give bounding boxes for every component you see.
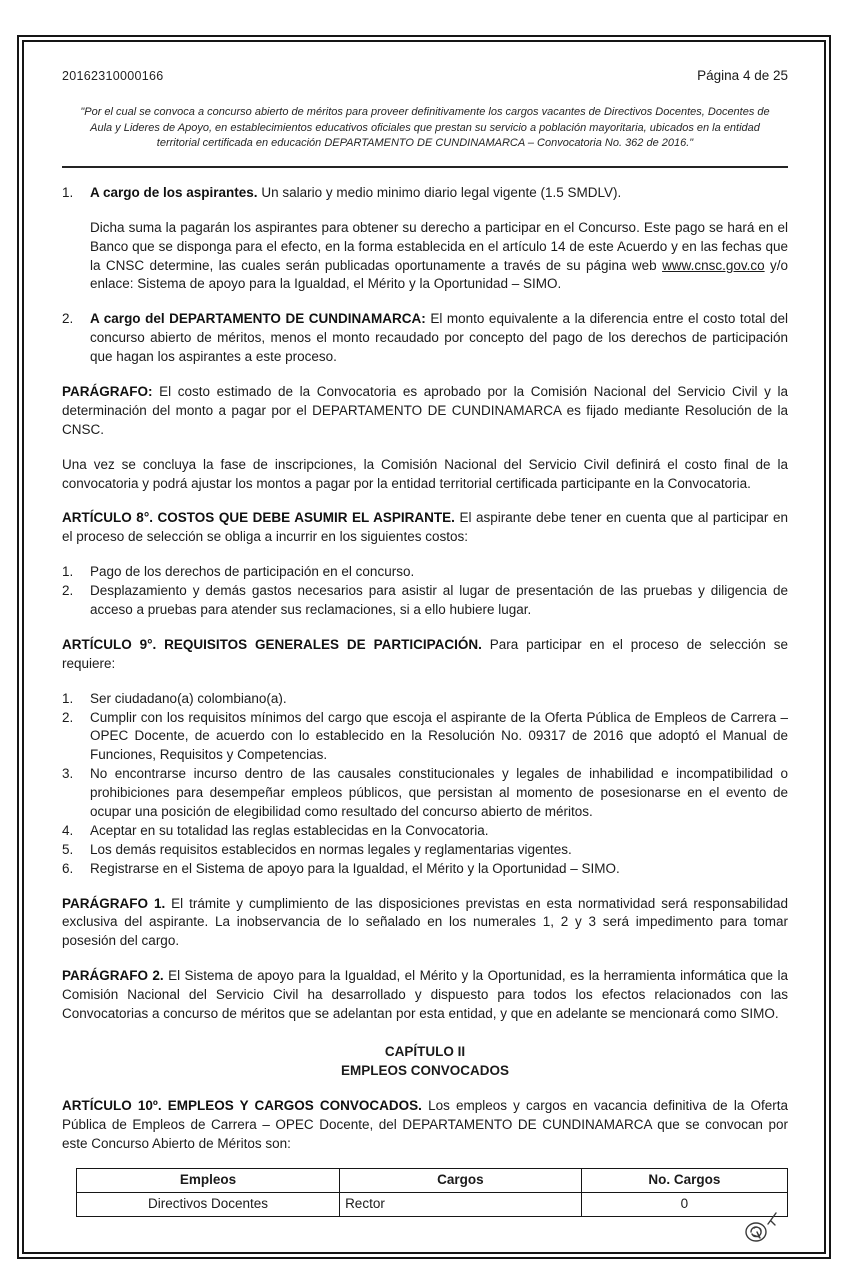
item-number: 2.: [62, 709, 74, 725]
item-number: 2.: [62, 583, 74, 599]
item-number: 6.: [62, 860, 74, 876]
paragrafo-1-text: El trámite y cumplimiento de las disposiciones previstas en esta normatividad será responsabilidad exclusiva del aspirante. La inobservancia de lo señalado en los numerales 1, 2 y 3 será impedimento para tomar posesión del cargo.: [62, 895, 788, 949]
articulo-9-text: Para participar en el proceso de selección se requiere:: [62, 636, 789, 671]
column-header-cargos: Cargos: [340, 1168, 582, 1192]
convocatoria-quote: "Por el cual se convoca a concurso abierto de méritos para proveer definitivamente los cargos vacantes de Directivos Docentes, Docentes de Aula y Lideres de Apoyo, en establecimientos educativos oficiales que prestan su servicio a población mayoritaria, ubicados en la entidad territorial certificada en educación DEPARTAMENTO DE CUNDINAMARCA – Convocatoria No. 362 de 2016.": [80, 106, 770, 150]
item-lead: A cargo de los aspirantes.: [90, 184, 258, 200]
item-number: 3.: [62, 766, 74, 782]
scanned-page-frame: [22, 40, 826, 1254]
articulo-8-text: El aspirante debe tener en cuenta que al participar en el proceso de selección se obliga a incurrir en los siguientes costos:: [62, 510, 788, 545]
paragraph-text-before: Dicha suma la pagarán los aspirantes para obtener su derecho a participar en el Concurso. Este pago se hará en el Banco que se disponga para el efecto, en la forma establecida en el artículo 14 de este Acuerdo y en las fechas que la CNSC determine, las cuales serán publicadas oportunamente a través de su página web: [90, 219, 788, 273]
list-item: [62, 860, 788, 879]
item-text: Los demás requisitos establecidos en normas legales y reglamentarias vigentes.: [90, 841, 572, 857]
table-row: [77, 1192, 788, 1216]
list-item: [62, 690, 788, 709]
numbered-item-departamento: [62, 310, 788, 367]
item-number: 1.: [62, 184, 74, 200]
item-text: [90, 184, 788, 203]
cnsc-url-text: www.cnsc.gov.co: [662, 257, 765, 273]
list-item: [62, 822, 788, 841]
item-number: 4.: [62, 822, 74, 838]
item-text: Cumplir con los requisitos mínimos del cargo que escoja el aspirante de la Oferta Pública de Empleos de Carrera – OPEC Docente, de acuerdo con lo establecido en la Resolución No. 09317 de 2016 que adoptó el Manual de Funciones, Requisitos y Competencias.: [90, 709, 788, 763]
chapter-title: EMPLEOS CONVOCADOS: [340, 1063, 510, 1079]
item-text: Pago de los derechos de participación en el concurso.: [90, 564, 415, 580]
cell-no-cargos: 0: [581, 1192, 787, 1216]
articulo-8-heading-paragraph: [62, 509, 788, 547]
chapter-heading: [62, 1042, 788, 1081]
paragraph-text-after: y/o enlace: Sistema de apoyo para la Igualdad, el Mérito y la Oportunidad – SIMO.: [90, 257, 788, 292]
paragraph-una-vez: Una vez se concluya la fase de inscripciones, la Comisión Nacional del Servicio Civil definirá el costo final de la convocatoria y podrá ajustar los montos a pagar por la entidad territorial certificada participante en la Convocatoria.: [62, 456, 788, 491]
item-body: El monto equivalente a la diferencia entre el costo total del concurso abierto de méritos, menos el monto recaudado por concepto del pago de los derechos de participación que hagan los aspirantes a este proceso.: [90, 311, 788, 365]
item-number: 2.: [62, 311, 74, 327]
item-number: 1.: [62, 690, 74, 706]
item-lead: A cargo del DEPARTAMENTO DE CUNDINAMARCA:: [90, 311, 426, 327]
item-text: Desplazamiento y demás gastos necesarios para asistir al lugar de presentación de las pruebas y diligencia de acceso a pruebas para atender sus reclamaciones, si a ello hubiere lugar.: [90, 583, 788, 617]
item-text: Aceptar en su totalidad las reglas establecidas en la Convocatoria.: [90, 822, 489, 838]
page-number-label: Página 4 de 25: [697, 68, 788, 83]
table-header-row: [77, 1168, 788, 1192]
page-content: [62, 42, 788, 1252]
articulo-10-text: Los empleos y cargos en vacancia definitiva de la Oferta Pública de Empleos de Carrera – OPEC Docente, del DEPARTAMENTO DE CUNDINAMARCA que se convocan por este Concurso Abierto de Méritos son:: [62, 1098, 788, 1151]
stamp-scribble-icon: [738, 1208, 782, 1248]
paragrafo-2-text: El Sistema de apoyo para la Igualdad, el Mérito y la Oportunidad, es la herramienta informática que la Comisión Nacional del Servicio Civil ha desarrollado y dispuesto para todos los efectos relacionados con las Convocatorias a concurso de méritos que se adelantan por esta entidad, y que en adelante se mencionará como SIMO.: [62, 968, 788, 1021]
header-separator-line: [62, 166, 788, 168]
item-text: Ser ciudadano(a) colombiano(a).: [90, 690, 287, 706]
item-text: [90, 310, 788, 367]
chapter-number: CAPÍTULO II: [384, 1043, 466, 1059]
paragrafo-1-lead: PARÁGRAFO 1.: [62, 895, 166, 911]
list-item: [62, 563, 788, 582]
articulo-8-lead: ARTÍCULO 8°. COSTOS QUE DEBE ASUMIR EL ASPIRANTE.: [62, 510, 455, 526]
articulo-8-list: [62, 563, 788, 620]
numbered-item-aspirantes: [62, 184, 788, 203]
paragrafo-lead: PARÁGRAFO:: [62, 383, 153, 399]
paragrafo-text: El costo estimado de la Convocatoria es aprobado por la Comisión Nacional del Servicio Civil y la determinación del monto a pagar por el DEPARTAMENTO DE CUNDINAMARCA es fijado mediante Resolución de la CNSC.: [62, 383, 788, 437]
item-number: 1.: [62, 564, 74, 580]
column-header-empleos: Empleos: [77, 1168, 340, 1192]
list-item: [62, 709, 788, 766]
item-text: Registrarse en el Sistema de apoyo para la Igualdad, el Mérito y la Oportunidad – SIMO.: [90, 860, 620, 876]
document-body: [62, 184, 788, 1217]
item-number: 5.: [62, 841, 74, 857]
paragrafo-2-lead: PARÁGRAFO 2.: [62, 968, 164, 984]
articulo-9-heading-paragraph: [62, 636, 788, 674]
paragraph-paragrafo-2: [62, 967, 788, 1024]
empleos-convocados-table: [76, 1168, 788, 1217]
list-item: [62, 841, 788, 860]
cell-empleos: Directivos Docentes: [77, 1192, 340, 1216]
paragraph-paragrafo-1: [62, 895, 788, 952]
articulo-10-lead: ARTÍCULO 10º. EMPLEOS Y CARGOS CONVOCADOS.: [62, 1098, 422, 1114]
document-header: [62, 68, 788, 83]
document-number: 20162310000166: [62, 69, 164, 83]
articulo-9-lead: ARTÍCULO 9°. REQUISITOS GENERALES DE PARTICIPACIÓN.: [62, 636, 482, 652]
list-item: [62, 582, 788, 620]
paragraph-dicha-suma: [90, 219, 788, 295]
item-body: Un salario y medio minimo diario legal vigente (1.5 SMDLV).: [261, 184, 622, 200]
column-header-no-cargos: No. Cargos: [581, 1168, 787, 1192]
list-item: [62, 765, 788, 822]
item-text: No encontrarse incurso dentro de las causales constitucionales y legales de inhabilidad e incompatibilidad o prohibiciones para desempeñar empleos públicos, que persistan al momento de posesionarse en el evento de ocupar una posición de elegibilidad como resultado del concurso abierto de méritos.: [90, 766, 788, 819]
cell-cargos: Rector: [340, 1192, 582, 1216]
articulo-9-list: [62, 690, 788, 879]
paragraph-paragrafo: [62, 383, 788, 440]
articulo-10-heading-paragraph: [62, 1097, 788, 1154]
